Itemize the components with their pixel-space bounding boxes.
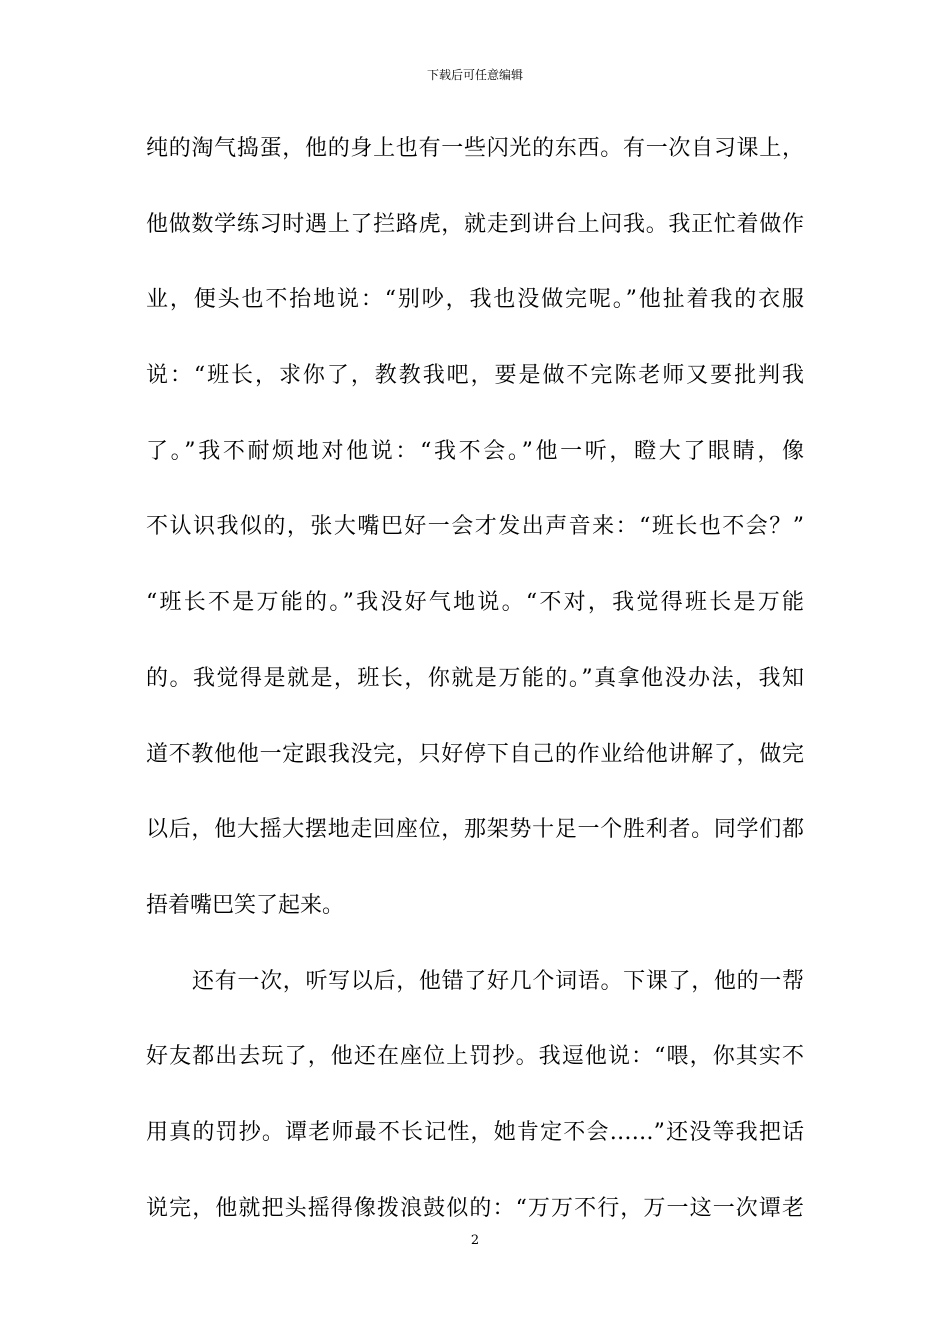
text-line: 业，便头也不抬地说：“别吵，我也没做完呢。”他扯着我的衣服	[146, 287, 804, 313]
page-number: 2	[470, 1233, 480, 1248]
text-line: 的。我觉得是就是，班长，你就是万能的。”真拿他没办法，我知	[146, 665, 804, 691]
text-line: 了。”我不耐烦地对他说：“我不会。”他一听，瞪大了眼睛，像	[146, 438, 804, 464]
text-line: 道不教他他一定跟我没完，只好停下自己的作业给他讲解了，做完	[146, 741, 804, 767]
text-line: 不认识我似的，张大嘴巴好一会才发出声音来：“班长也不会？”	[146, 514, 804, 540]
text-line: 以后，他大摇大摆地走回座位，那架势十足一个胜利者。同学们都	[146, 817, 804, 843]
page-header: 下载后可任意编辑	[426, 68, 523, 82]
text-line: 他做数学练习时遇上了拦路虎，就走到讲台上问我。我正忙着做作	[146, 211, 804, 237]
text-line: 用真的罚抄。谭老师最不长记性，她肯定不会……”还没等我把话	[146, 1119, 804, 1145]
text-line: “班长不是万能的。”我没好气地说。“不对，我觉得班长是万能	[146, 590, 804, 616]
text-line: 说：“班长，求你了，教教我吧，要是做不完陈老师又要批判我	[146, 363, 804, 389]
body-text	[146, 127, 804, 1262]
text-line: 好友都出去玩了，他还在座位上罚抄。我逗他说：“喂，你其实不	[146, 1044, 804, 1070]
text-line: 捂着嘴巴笑了起来。	[146, 892, 345, 918]
text-line: 还有一次，听写以后，他错了好几个词语。下课了，他的一帮	[192, 968, 804, 994]
text-line: 说完，他就把头摇得像拨浪鼓似的：“万万不行，万一这一次谭老	[146, 1195, 804, 1221]
text-line: 纯的淘气捣蛋，他的身上也有一些闪光的东西。有一次自习课上，	[146, 136, 804, 161]
